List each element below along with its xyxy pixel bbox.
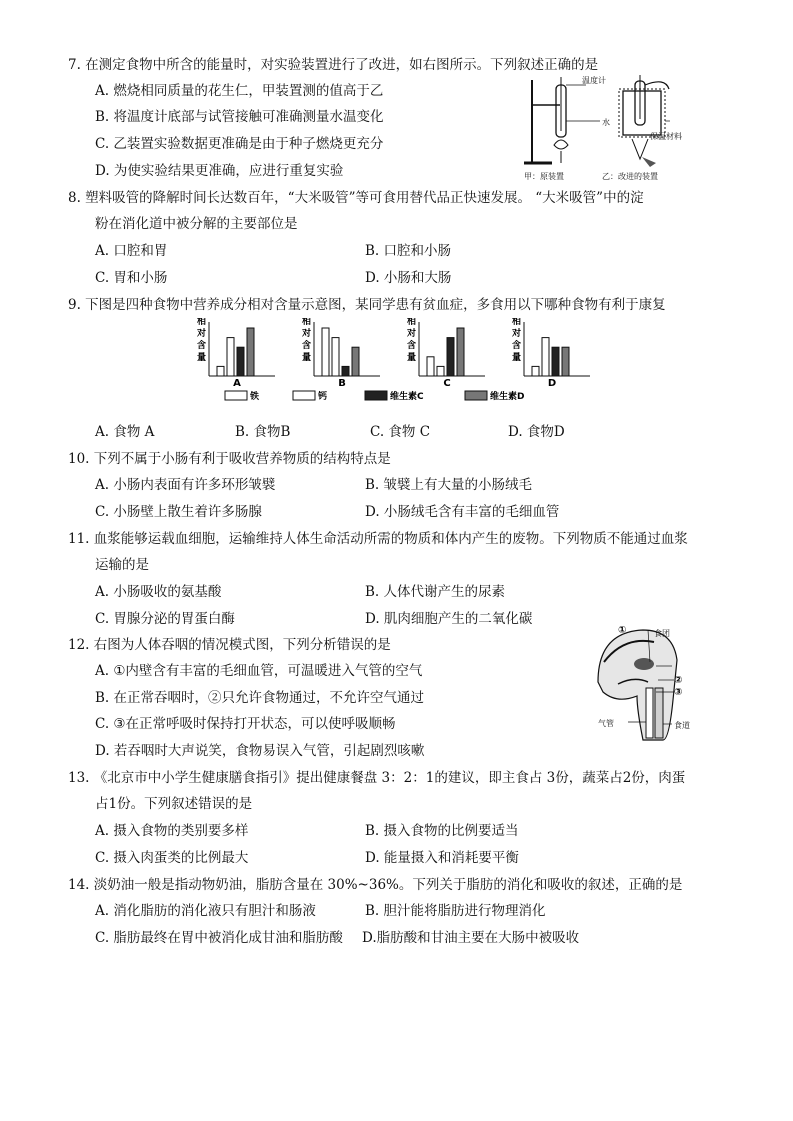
category-label: A [233,378,241,389]
y-axis-label-char: 量 [407,353,417,363]
bar-A-钙 [227,338,234,376]
q7-option-b: B. 将温度计底部与试管接触可准确测量水温变化 [95,109,384,125]
y-axis-label-char: 含 [407,341,417,351]
y-axis-label-char: 量 [197,353,207,363]
food-bolus-label: 食团 [654,629,670,638]
bar-C-维生素D [457,328,464,376]
q12-stem: 12. 右图为人体吞咽的情况模式图，下列分析错误的是 [68,637,391,653]
category-label: B [338,378,346,389]
nutrient-bar-chart [195,318,615,408]
q12-option-b: B. 在正常吞咽时，②只允许食物通过，不允许空气通过 [95,690,425,706]
q13-option-b: B. 摄入食物的比例要适当 [365,823,519,839]
q13-option-c: C. 摄入肉蛋类的比例最大 [95,850,249,866]
legend-label: 铁 [250,392,260,402]
q9-option-c: C. 食物 C [370,424,431,440]
bar-C-铁 [427,357,434,376]
q10-option-d: D. 小肠绒毛含有丰富的毛细血管 [365,504,560,520]
y-axis-label-char: 量 [512,353,522,363]
q7-option-c: C. 乙装置实验数据更准确是由于种子燃烧更充分 [95,136,384,152]
q9-option-b: B. 食物B [235,424,291,440]
q11-option-b: B. 人体代谢产生的尿素 [365,584,506,600]
label-2: ② [674,675,683,686]
q9-option-d: D. 食物D [508,424,565,440]
legend-swatch [365,391,387,400]
legend-swatch [293,391,315,400]
q8-option-a: A. 口腔和胃 [95,243,168,259]
q13-stem-line1: 13. 《北京市中小学生健康膳食指引》提出健康餐盘 3：2：1的建议，即主食占 3份，蔬菜占2份，肉蛋 [68,770,686,786]
q12-option-d: D. 若吞咽时大声说笑，食物易误入气管，引起剧烈咳嗽 [95,743,425,759]
bar-B-维生素D [352,347,359,376]
q12-option-c: C. ③在正常呼吸时保持打开状态，可以使呼吸顺畅 [95,716,396,732]
bar-A-维生素D [247,328,254,376]
y-axis-label-char: 相 [302,318,312,327]
label-3: ③ [674,687,683,698]
bar-D-铁 [532,366,539,376]
y-axis-label-char: 相 [407,318,417,327]
y-axis-label-char: 对 [407,329,417,339]
y-axis-label-char: 量 [302,353,312,363]
q13-option-a: A. 摄入食物的类别要多样 [95,823,249,839]
q12-swallowing-figure [588,622,703,742]
q10-option-c: C. 小肠壁上散生着许多肠腺 [95,504,262,520]
setup-a-caption: 甲：原装置 [524,172,564,181]
q11-option-a: A. 小肠吸收的氨基酸 [95,584,222,600]
q9-option-a: A. 食物 A [95,424,155,440]
q10-stem: 10. 下列不属于小肠有利于吸收营养物质的结构特点是 [68,451,391,467]
bar-B-维生素C [342,366,349,376]
bar-C-维生素C [447,338,454,376]
y-axis-label-char: 对 [302,329,312,339]
setup-b-caption: 乙：改进的装置 [602,172,658,181]
q12-option-a: A. ①内壁含有丰富的毛细血管，可温暖进入气管的空气 [95,663,423,679]
y-axis-label-char: 含 [197,341,207,351]
q10-option-b: B. 皱襞上有大量的小肠绒毛 [365,477,533,493]
thermometer-label: 温度计 [582,76,606,85]
q7-stem: 7. 在测定食物中所含的能量时，对实验装置进行了改进，如右图所示。下列叙述正确的是 [68,57,599,73]
q14-option-a: A. 消化脂肪的消化液只有胆汁和肠液 [95,903,316,919]
y-axis-label-char: 含 [512,341,522,351]
q9-stem: 9. 下图是四种食物中营养成分相对含量示意图，某同学患有贫血症，多食用以下哪种食物有利于康复 [68,297,666,313]
q11-stem-line2: 运输的是 [95,557,149,573]
y-axis-label-char: 对 [197,329,207,339]
bar-C-钙 [437,366,444,376]
q8-stem-line1: 8. 塑料吸管的降解时间长达数百年，“大米吸管”等可食用替代品正快速发展。 “大米吸管”中的淀 [68,190,644,206]
q8-stem-line2: 粉在消化道中被分解的主要部位是 [95,216,298,232]
q7-option-a: A. 燃烧相同质量的花生仁，甲装置测的值高于乙 [95,83,384,99]
y-axis-label-char: 对 [512,329,522,339]
bar-A-维生素C [237,347,244,376]
q11-option-c: C. 胃腺分泌的胃蛋白酶 [95,611,235,627]
q8-option-b: B. 口腔和小肠 [365,243,452,259]
q8-option-d: D. 小肠和大肠 [365,270,452,286]
q7-apparatus-figure [520,75,690,185]
q7-option-d: D. 为使实验结果更准确，应进行重复实验 [95,163,344,179]
y-axis-label-char: 相 [512,318,522,327]
bar-D-维生素D [562,347,569,376]
bar-D-维生素C [552,347,559,376]
q14-stem: 14. 淡奶油一般是指动物奶油，脂肪含量在 30%~36%。下列关于脂肪的消化和吸收的叙述，正确的是 [68,877,683,893]
q11-stem-line1: 11. 血浆能够运载血细胞，运输维持人体生命活动所需的物质和体内产生的废物。下列物质不能通过血浆 [68,531,688,547]
q14-option-d: D.脂肪酸和甘油主要在大肠中被吸收 [362,930,580,946]
trachea-label: 气管 [598,719,614,728]
insulation-label: 保温材料 [650,132,682,141]
q13-stem-line2: 占1份。下列叙述错误的是 [95,796,253,812]
bar-A-铁 [217,366,224,376]
bar-B-铁 [322,328,329,376]
water-label: 水 [602,118,610,127]
bar-D-钙 [542,338,549,376]
legend-label: 维生素D [490,392,525,402]
category-label: D [547,378,557,389]
q10-option-a: A. 小肠内表面有许多环形皱襞 [95,477,276,493]
q11-option-d: D. 肌肉细胞产生的二氧化碳 [365,611,533,627]
legend-label: 维生素C [390,392,424,402]
q14-option-b: B. 胆汁能将脂肪进行物理消化 [365,903,546,919]
y-axis-label-char: 含 [302,341,312,351]
esophagus-label: 食道 [674,721,690,730]
bar-B-钙 [332,338,339,376]
legend-swatch [225,391,247,400]
y-axis-label-char: 相 [197,318,207,327]
legend-swatch [465,391,487,400]
category-label: C [443,378,451,389]
q8-option-c: C. 胃和小肠 [95,270,168,286]
legend-label: 钙 [318,392,328,402]
q13-option-d: D. 能量摄入和消耗要平衡 [365,850,519,866]
q14-option-c: C. 脂肪最终在胃中被消化成甘油和脂肪酸 [95,930,343,946]
label-1: ① [618,625,627,636]
